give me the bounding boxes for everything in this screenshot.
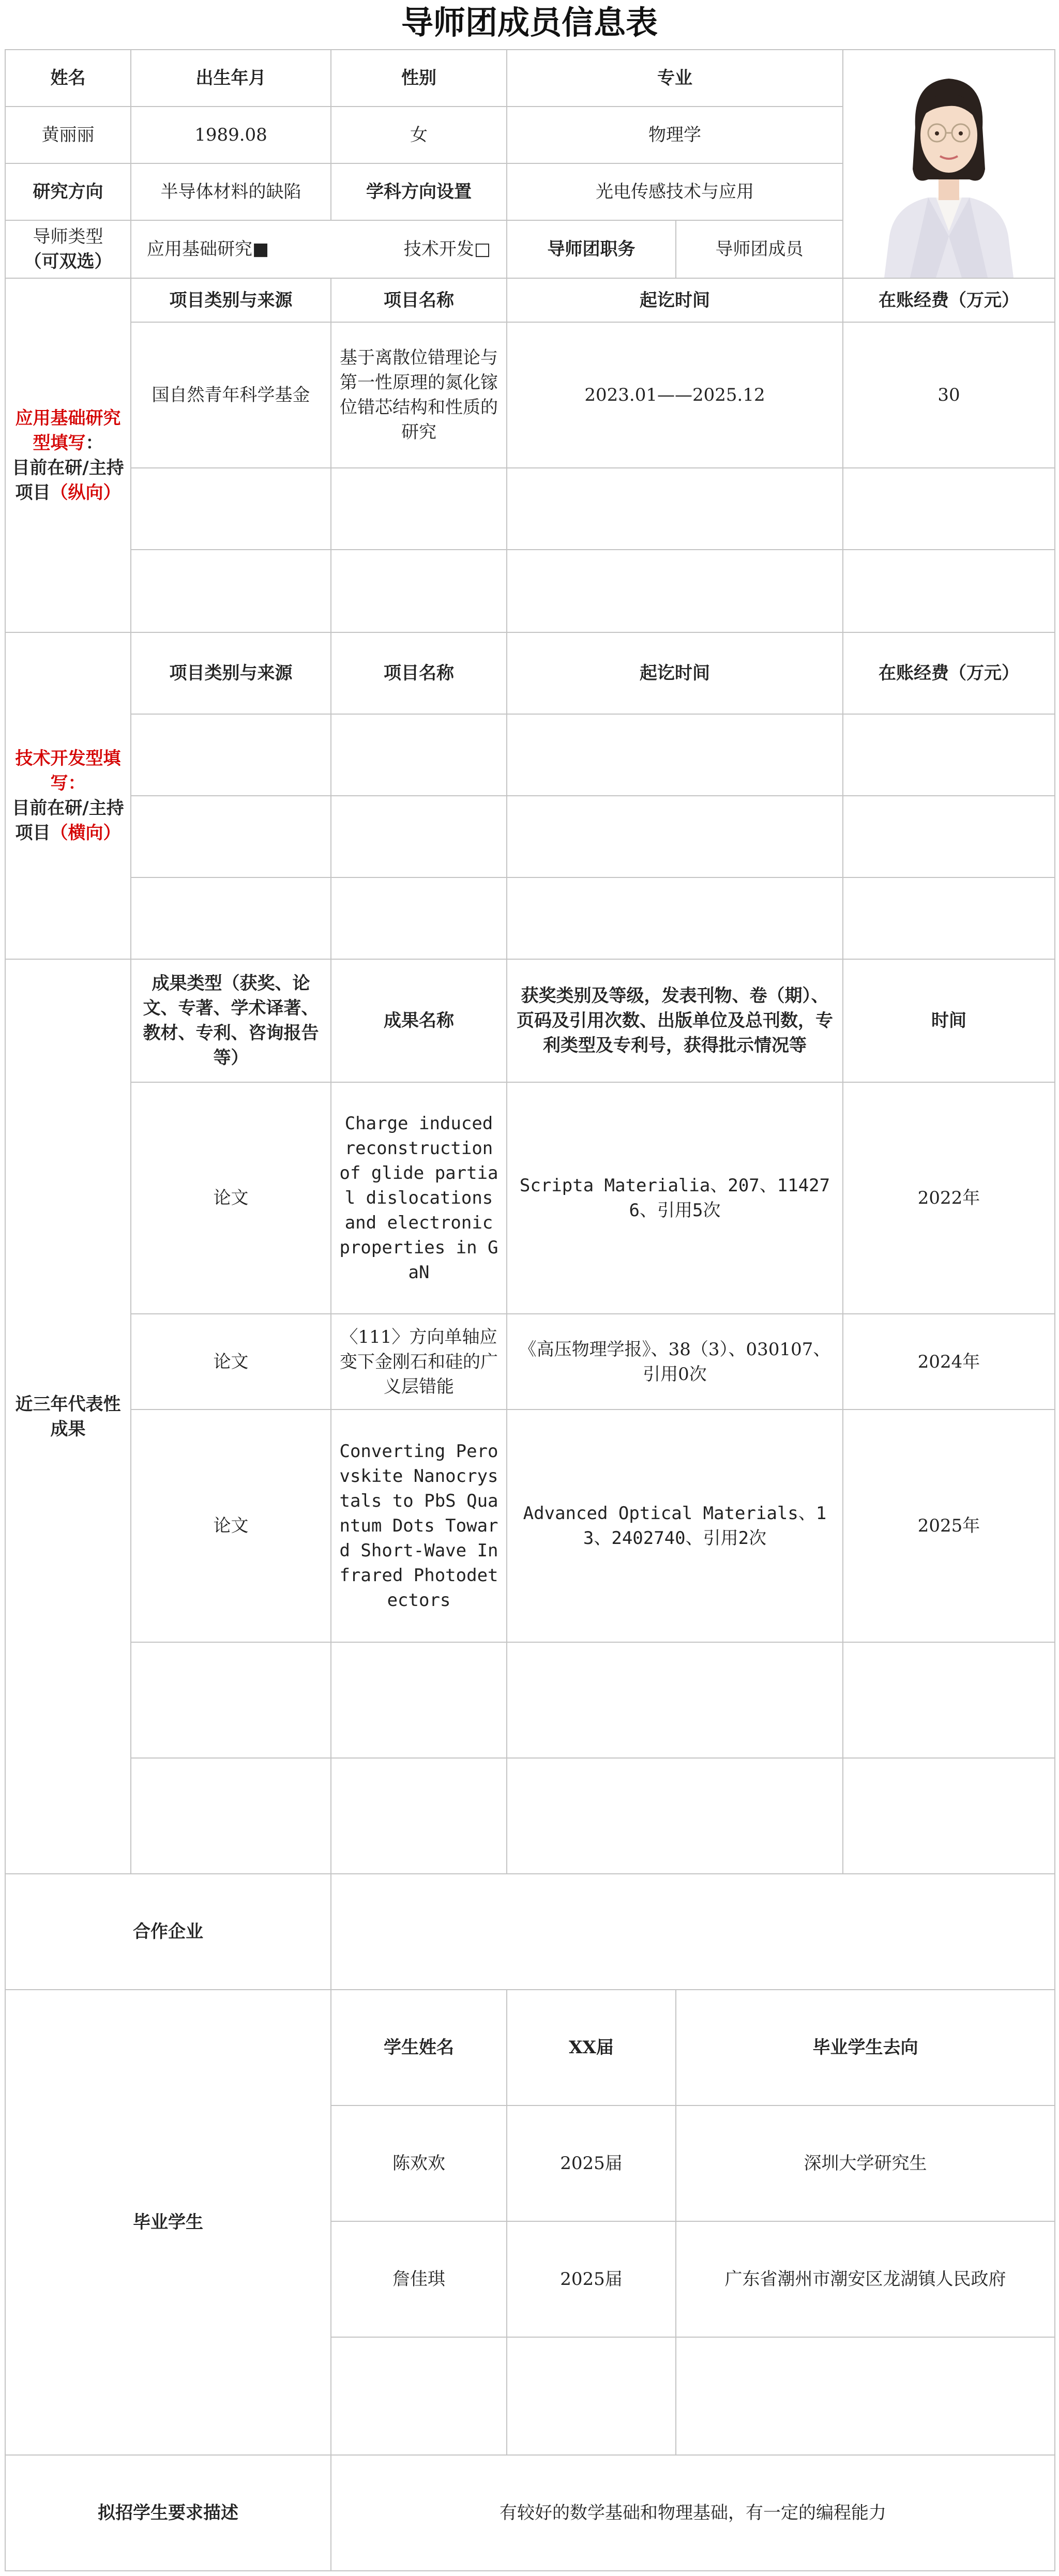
tutor-type-label	[5, 220, 131, 278]
tutor-type-label-main: 导师类型	[33, 226, 103, 247]
achievement-name	[331, 1642, 507, 1758]
photo-cell	[843, 50, 1055, 278]
applied-section-colon: ：	[85, 432, 103, 453]
duty-label: 导师团职务	[507, 220, 676, 278]
enterprise-row	[5, 1874, 1055, 1990]
applied-name	[331, 468, 507, 550]
page-title: 导师团成员信息表	[401, 4, 658, 41]
achievements-header-row	[5, 959, 1055, 1082]
achievement-time: 2022年	[843, 1082, 1055, 1314]
tech-name	[331, 796, 507, 877]
tech-header-source: 项目类别与来源	[131, 632, 331, 714]
achievement-row	[5, 1082, 1055, 1314]
applied-name	[331, 550, 507, 632]
birth-label: 出生年月	[131, 50, 331, 107]
tech-section-tag: （横向）	[50, 823, 121, 843]
achievements-header-time: 时间	[843, 959, 1055, 1082]
tech-period	[507, 877, 843, 959]
info-table	[5, 49, 1055, 2571]
achievement-type: 论文	[131, 1314, 331, 1410]
tutor-type-options	[131, 220, 507, 278]
achievement-name: Charge induced reconstruction of glide partial dislocations and electronic properties in GaN	[331, 1082, 507, 1314]
duty-value: 导师团成员	[676, 220, 843, 278]
requirement-value: 有较好的数学基础和物理基础，有一定的编程能力	[331, 2455, 1055, 2571]
enterprise-label: 合作企业	[5, 1874, 331, 1990]
achievements-header-detail: 获奖类别及等级，发表刊物、卷（期）、页码及引用次数、出版单位及总刊数，专利类型及专利号，获得批示情况等	[507, 959, 843, 1082]
achievement-row	[5, 1314, 1055, 1410]
tech-fund	[843, 877, 1055, 959]
graduates-header-name: 学生姓名	[331, 1990, 507, 2105]
graduate-destination: 深圳大学研究生	[676, 2105, 1055, 2221]
achievement-row	[5, 1758, 1055, 1874]
applied-header-row	[5, 278, 1055, 322]
applied-header-name: 项目名称	[331, 278, 507, 322]
tech-header-fund: 在账经费（万元）	[843, 632, 1055, 714]
graduate-class: 2025届	[507, 2221, 676, 2337]
tutor-type-label-sub: （可双选）	[24, 251, 112, 272]
tech-row	[5, 877, 1055, 959]
achievement-name	[331, 1758, 507, 1874]
achievement-time	[843, 1642, 1055, 1758]
major-value: 物理学	[507, 107, 843, 163]
applied-period: 2023.01——2025.12	[507, 322, 843, 468]
tech-row	[5, 714, 1055, 796]
applied-row	[5, 468, 1055, 550]
tutor-type-option-applied[interactable]: 应用基础研究■	[147, 238, 269, 260]
applied-source	[131, 468, 331, 550]
graduates-header-destination: 毕业学生去向	[676, 1990, 1055, 2105]
discipline-label: 学科方向设置	[331, 163, 507, 220]
achievement-type: 论文	[131, 1082, 331, 1314]
portrait-photo	[843, 50, 1054, 278]
tech-section-label	[5, 632, 131, 959]
requirement-row	[5, 2455, 1055, 2571]
name-value: 黄丽丽	[5, 107, 131, 163]
tech-name	[331, 877, 507, 959]
applied-period	[507, 550, 843, 632]
tech-source	[131, 796, 331, 877]
research-value: 半导体材料的缺陷	[131, 163, 331, 220]
graduate-destination	[676, 2337, 1055, 2455]
achievement-row	[5, 1642, 1055, 1758]
achievement-detail: Advanced Optical Materials、13、2402740、引用2次	[507, 1410, 843, 1642]
tech-header-row	[5, 632, 1055, 714]
research-label: 研究方向	[5, 163, 131, 220]
tech-section-sub: 目前在研/主持项目	[12, 798, 124, 843]
tech-fund	[843, 796, 1055, 877]
tech-name	[331, 714, 507, 796]
achievement-row	[5, 1410, 1055, 1642]
applied-header-source: 项目类别与来源	[131, 278, 331, 322]
applied-section-label	[5, 278, 131, 632]
achievements-section-label: 近三年代表性成果	[5, 959, 131, 1874]
applied-source	[131, 550, 331, 632]
graduates-label: 毕业学生	[5, 1990, 331, 2455]
achievement-detail	[507, 1758, 843, 1874]
applied-row	[5, 550, 1055, 632]
achievement-type: 论文	[131, 1410, 331, 1642]
tech-fund	[843, 714, 1055, 796]
achievement-type	[131, 1758, 331, 1874]
tech-header-period: 起讫时间	[507, 632, 843, 714]
achievement-time: 2024年	[843, 1314, 1055, 1410]
gender-value: 女	[331, 107, 507, 163]
graduate-destination: 广东省潮州市潮安区龙湖镇人民政府	[676, 2221, 1055, 2337]
achievement-time	[843, 1758, 1055, 1874]
applied-fund	[843, 550, 1055, 632]
achievements-header-name: 成果名称	[331, 959, 507, 1082]
tech-period	[507, 796, 843, 877]
achievement-detail: Scripta Materialia、207、114276、引用5次	[507, 1082, 843, 1314]
graduates-header-row	[5, 1990, 1055, 2105]
achievement-time: 2025年	[843, 1410, 1055, 1642]
applied-header-fund: 在账经费（万元）	[843, 278, 1055, 322]
tech-source	[131, 877, 331, 959]
applied-header-period: 起讫时间	[507, 278, 843, 322]
tech-header-name: 项目名称	[331, 632, 507, 714]
achievement-type	[131, 1642, 331, 1758]
applied-fund	[843, 468, 1055, 550]
achievement-detail	[507, 1642, 843, 1758]
applied-section-sub: 目前在研/主持项目	[12, 457, 124, 503]
graduate-name: 陈欢欢	[331, 2105, 507, 2221]
graduate-class	[507, 2337, 676, 2455]
applied-name: 基于离散位错理论与第一性原理的氮化镓位错芯结构和性质的研究	[331, 322, 507, 468]
enterprise-value	[331, 1874, 1055, 1990]
graduates-header-class: XX届	[507, 1990, 676, 2105]
name-label: 姓名	[5, 50, 131, 107]
tech-row	[5, 796, 1055, 877]
gender-label: 性别	[331, 50, 507, 107]
tech-period	[507, 714, 843, 796]
applied-fund: 30	[843, 322, 1055, 468]
achievements-header-type: 成果类型（获奖、论文、专著、学术译著、教材、专利、咨询报告等）	[131, 959, 331, 1082]
achievement-name: Converting Perovskite Nanocrystals to PbS Quantum Dots Toward Short-Wave Infrared Photodetectors	[331, 1410, 507, 1642]
applied-row	[5, 322, 1055, 468]
graduate-name	[331, 2337, 507, 2455]
graduate-name: 詹佳琪	[331, 2221, 507, 2337]
tutor-type-option-tech[interactable]: 技术开发□	[403, 238, 491, 260]
birth-value: 1989.08	[131, 107, 331, 163]
major-label: 专业	[507, 50, 843, 107]
achievement-name: 〈111〉方向单轴应变下金刚石和硅的广义层错能	[331, 1314, 507, 1410]
applied-section-tag: （纵向）	[50, 482, 121, 503]
graduate-class: 2025届	[507, 2105, 676, 2221]
tech-section-title: 技术开发型填写：	[15, 748, 121, 794]
discipline-value: 光电传感技术与应用	[507, 163, 843, 220]
tech-source	[131, 714, 331, 796]
achievement-detail: 《高压物理学报》、38（3）、030107、引用0次	[507, 1314, 843, 1410]
applied-period	[507, 468, 843, 550]
portrait-icon	[879, 50, 1019, 278]
requirement-label: 拟招学生要求描述	[5, 2455, 331, 2571]
applied-source: 国自然青年科学基金	[131, 322, 331, 468]
applied-section-title: 应用基础研究型填写	[15, 407, 121, 453]
basic-row-1	[5, 50, 1055, 107]
